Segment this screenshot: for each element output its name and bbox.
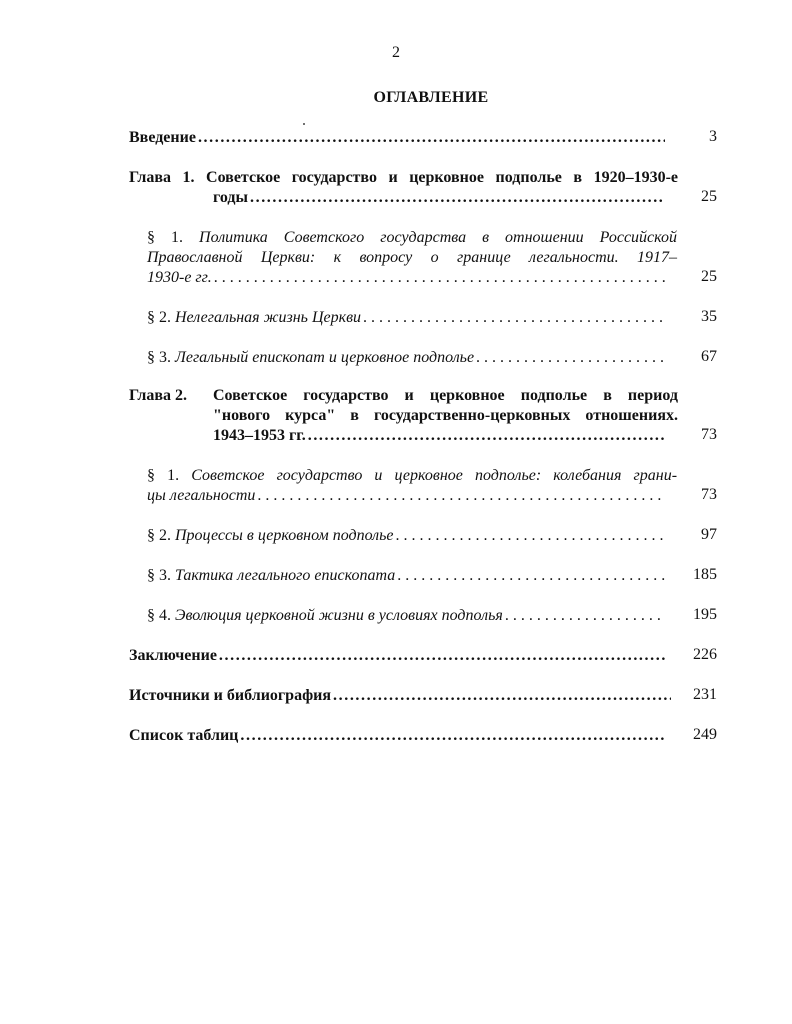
section-number: § 3.: [147, 349, 171, 366]
leader-dots: [198, 128, 665, 148]
leader-dots: [505, 606, 665, 626]
leader-dots: [257, 486, 665, 506]
entry-page-number: 35: [701, 308, 717, 325]
toc-entry-ch2-section-4[interactable]: [147, 606, 669, 626]
entry-title: Список таблиц: [129, 727, 239, 744]
toc-entry-chapter-2-cont[interactable]: [213, 426, 669, 446]
section-title-line: Политика Советского государства в отношении Российской: [199, 229, 678, 246]
section-number: § 2.: [147, 527, 171, 544]
entry-page-number: 73: [701, 426, 717, 443]
entry-page-number: 25: [701, 188, 717, 205]
entry-title: Заключение: [129, 647, 217, 664]
leader-dots: [219, 646, 665, 666]
toc-entry-ch1-section-1[interactable]: [147, 228, 677, 268]
toc-entry-ch2-section-3[interactable]: [147, 566, 669, 586]
leader-dots: [250, 188, 665, 208]
leader-dots: [396, 526, 665, 546]
entry-title-line: Глава 1. Советское государство и церковное подполье в 1920–1930-е: [129, 169, 678, 186]
chapter-label: Глава 2.: [129, 387, 187, 404]
leader-dots: [214, 268, 665, 288]
entry-page-number: 195: [693, 606, 717, 623]
leader-dots: [308, 426, 665, 446]
toc-entry-ch2-section-1[interactable]: [147, 466, 677, 486]
toc-entry-conclusion[interactable]: [129, 646, 669, 666]
section-title: Тактика легального епископата: [175, 567, 396, 584]
leader-dots: [333, 686, 671, 706]
section-title-line: Православной Церкви: к вопросу о границе легальности. 1917–: [147, 249, 677, 266]
entry-page-number: 249: [693, 726, 717, 743]
section-title: Процессы в церковном подполье: [175, 527, 394, 544]
leader-dots: [476, 348, 665, 368]
toc-entry-ch1-section-2[interactable]: [147, 308, 669, 328]
toc-entry-chapter-2-label[interactable]: [129, 386, 213, 406]
leader-dots: [397, 566, 665, 586]
section-title: Нелегальная жизнь Церкви: [175, 309, 362, 326]
section-title-line: 1930-е гг.: [147, 269, 212, 286]
entry-title-line: Советское государство и церковное подполье в период: [213, 387, 678, 404]
toc-entry-ch2-section-2[interactable]: [147, 526, 669, 546]
entry-page-number: 226: [693, 646, 717, 663]
toc-entry-sources[interactable]: [129, 686, 675, 706]
toc-entry-ch1-section-1-cont[interactable]: [147, 268, 669, 288]
toc-entry-chapter-2[interactable]: [213, 386, 678, 426]
entry-page-number: 25: [701, 268, 717, 285]
entry-page-number: 97: [701, 526, 717, 543]
entry-page-number: 3: [709, 128, 717, 145]
toc-title: ОГЛАВЛЕНИЕ: [373, 89, 489, 106]
section-number: § 1.: [147, 229, 184, 246]
leader-dots: [240, 726, 665, 746]
section-number: § 2.: [147, 309, 171, 326]
entry-title-line: "нового курса" в государственно-церковных отношениях.: [213, 407, 678, 424]
section-title: Легальный епископат и церковное подполье: [175, 349, 475, 366]
entry-page-number: 67: [701, 348, 717, 365]
section-number: § 3.: [147, 567, 171, 584]
entry-title: Введение: [129, 129, 196, 146]
entry-page-number: 73: [701, 486, 717, 503]
toc-entry-intro[interactable]: [129, 128, 669, 148]
toc-entry-ch1-section-3[interactable]: [147, 348, 669, 368]
print-speck: [303, 123, 305, 125]
entry-title-line: 1943–1953 гг.: [213, 427, 306, 444]
toc-entry-tables[interactable]: [129, 726, 669, 746]
section-number: § 4.: [147, 607, 171, 624]
page-number: 2: [392, 44, 400, 61]
toc-entry-chapter-1-cont[interactable]: [213, 188, 669, 208]
section-title: Эволюция церковной жизни в условиях подполья: [175, 607, 503, 624]
entry-page-number: 185: [693, 566, 717, 583]
section-title-line: цы легальности: [147, 487, 256, 504]
toc-entry-ch2-section-1-cont[interactable]: [147, 486, 669, 506]
leader-dots: [363, 308, 665, 328]
entry-title: Источники и библиография: [129, 687, 332, 704]
toc-entry-chapter-1[interactable]: [129, 168, 678, 188]
section-title-line: Советское государство и церковное подполье: колебания грани-: [191, 467, 678, 484]
entry-title-line: годы: [213, 189, 248, 206]
section-number: § 1.: [147, 467, 180, 484]
entry-page-number: 231: [693, 686, 717, 703]
